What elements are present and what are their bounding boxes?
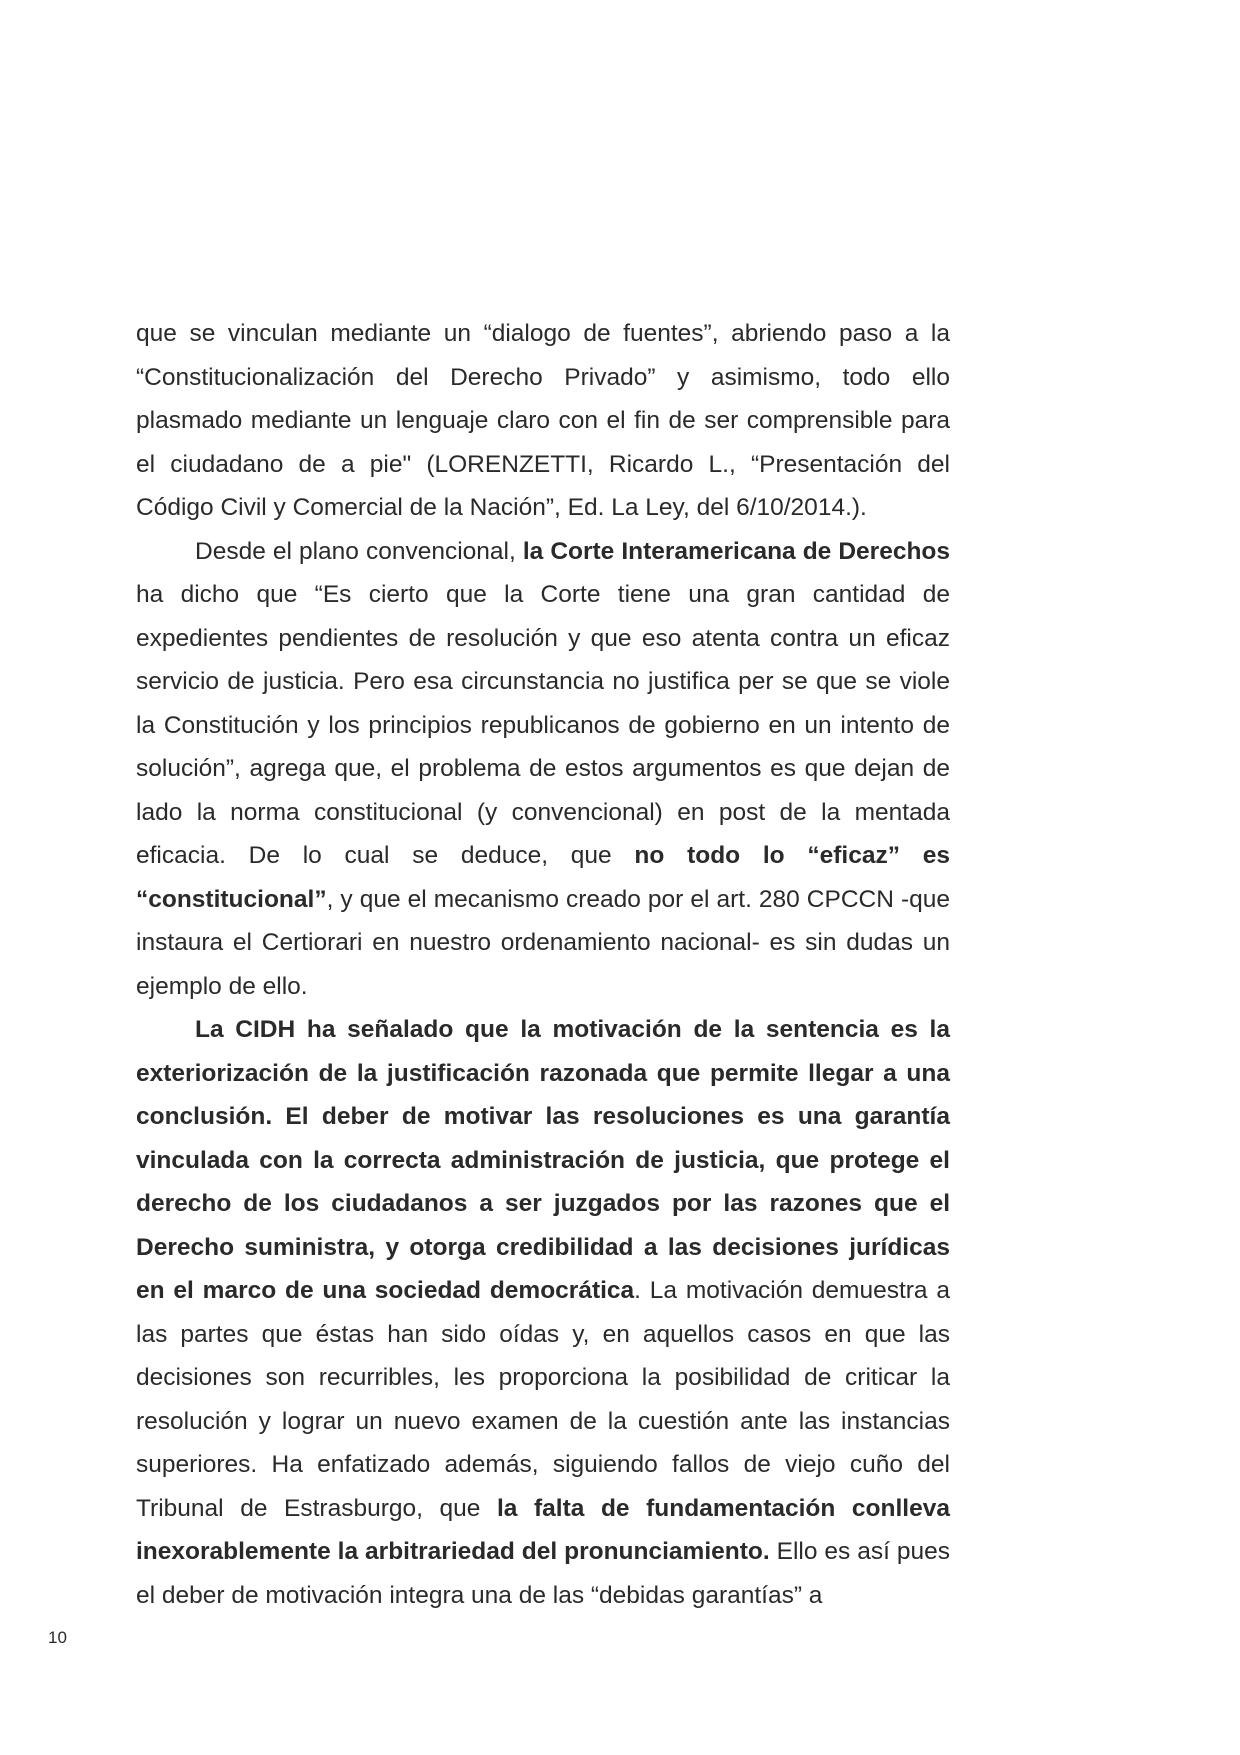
text-run: que se vinculan mediante un “dialogo de fuentes”, abriendo paso a la “Constitucionalización del Derecho Privado” y asimismo, todo ello plasmado mediante un lenguaje claro con el fin de ser comprensible para el ciudadano de a pie" (LORENZETTI, Ricardo L., “Presentación del Código Civil y Comercial de la Nación”, Ed. La Ley, del 6/10/2014.).	[136, 320, 950, 521]
page-number: 10	[48, 1628, 67, 1647]
bold-run: la Corte Interamericana de Derechos	[522, 537, 950, 565]
bold-run: la falta de fundamentación conlleva inexorablemente la arbitrariedad del pronunciamiento.	[136, 1494, 950, 1565]
bold-run: no todo lo “eficaz” es “constitucional”	[136, 842, 950, 913]
paragraph-continuation	[136, 312, 950, 530]
text-run: Ello es así pues el deber de motivación integra una de las “debidas garantías” a	[136, 1538, 950, 1609]
text-run: Desde el plano convencional,	[195, 537, 523, 565]
text-run: , y que el mecanismo creado por el art. 280 CPCCN -que instaura el Certiorari en nuestro ordenamiento nacional- es sin dudas un ejemplo de ello.	[136, 885, 950, 1000]
body-text	[136, 312, 950, 1617]
bold-run: La CIDH ha señalado que la motivación de la sentencia es la exteriorización de la justificación razonada que permite llegar a una conclusión. El deber de motivar las resoluciones es una garantía vinculada con la correcta administración de justicia, que protege el derecho de los ciudadanos a ser juzgados por las razones que el Derecho suministra, y otorga credibilidad a las decisiones jurídicas en el marco de una sociedad democrática	[136, 1016, 950, 1304]
text-run: ha dicho que “Es cierto que la Corte tiene una gran cantidad de expedientes pendientes de resolución y que eso atenta contra un eficaz servicio de justicia. Pero esa circunstancia no justifica per se que se viole la Constitución y los principios republicanos de gobierno en un intento de solución”, agrega que, el problema de estos argumentos es que dejan de lado la norma constitucional (y convencional) en post de la mentada eficacia. De lo cual se deduce, que	[136, 581, 950, 869]
text-run: . La motivación demuestra a las partes que éstas han sido oídas y, en aquellos casos en que las decisiones son recurribles, les proporciona la posibilidad de criticar la resolución y lograr un nuevo examen de la cuestión ante las instancias superiores. Ha enfatizado además, siguiendo fallos de viejo cuño del Tribunal de Estrasburgo, que	[136, 1277, 950, 1522]
paragraph-corte-interamericana	[136, 530, 950, 1009]
paragraph-cidh	[136, 1008, 950, 1617]
